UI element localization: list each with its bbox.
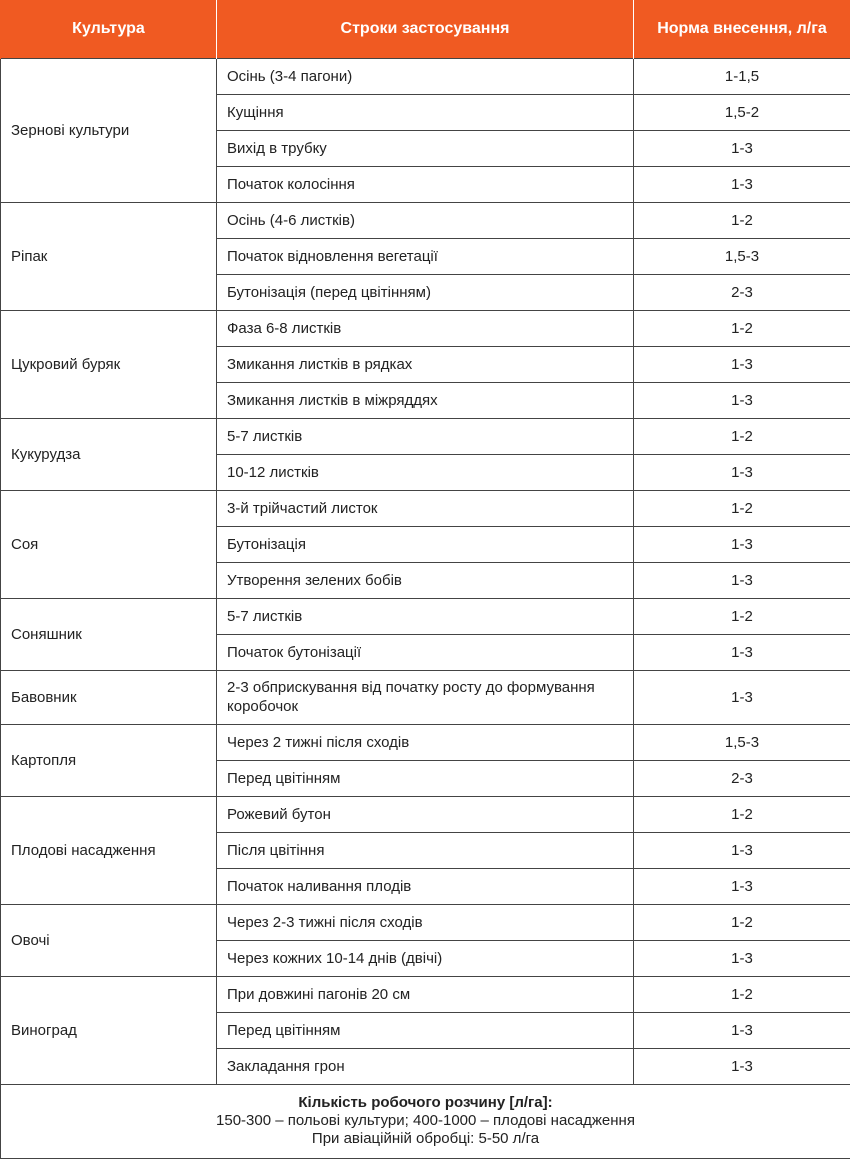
header-row [1,0,850,58]
header-rate: Норма внесення, л/га [634,0,850,58]
table-row [1,598,850,634]
rate-cell: 1-2 [634,796,850,832]
table-row [1,202,850,238]
rate-cell: 1-3 [634,454,850,490]
rate-cell: 1-3 [634,346,850,382]
table-row [1,796,850,832]
rate-cell: 1-3 [634,1048,850,1084]
rate-cell: 1-3 [634,562,850,598]
crop-cell: Ріпак [1,202,217,310]
rate-cell: 1-2 [634,490,850,526]
timing-cell: Осінь (3-4 пагони) [217,58,634,94]
footer-row [1,1084,850,1158]
footer-line-2: При авіаційній обробці: 5-50 л/га [311,1129,540,1147]
timing-cell: Початок бутонізації [217,634,634,670]
rate-cell: 1-3 [634,526,850,562]
rate-cell: 1-2 [634,418,850,454]
rate-cell: 1-3 [634,868,850,904]
timing-cell: 5-7 листків [217,598,634,634]
timing-cell: Змикання листків в міжряддях [217,382,634,418]
timing-cell: Перед цвітінням [217,1012,634,1048]
timing-cell: Після цвітіння [217,832,634,868]
rate-cell: 1-2 [634,202,850,238]
rate-cell: 1-2 [634,310,850,346]
crop-cell: Соя [1,490,217,598]
table-row [1,904,850,940]
timing-cell: Початок колосіння [217,166,634,202]
rate-cell: 1-3 [634,670,850,724]
crop-cell: Соняшник [1,598,217,670]
rate-cell: 1-3 [634,382,850,418]
table-row [1,418,850,454]
crop-cell: Виноград [1,976,217,1084]
timing-cell: 5-7 листків [217,418,634,454]
table-row [1,976,850,1012]
rate-cell: 1-3 [634,832,850,868]
crop-cell: Овочі [1,904,217,976]
rate-cell: 1-2 [634,598,850,634]
header-timing: Строки застосування [217,0,634,58]
timing-cell: 10-12 листків [217,454,634,490]
rate-cell: 1,5-3 [634,238,850,274]
timing-cell: Через 2-3 тижні після сходів [217,904,634,940]
crop-cell: Бавовник [1,670,217,724]
rate-cell: 1-1,5 [634,58,850,94]
rate-cell: 1-3 [634,634,850,670]
rate-cell: 1-3 [634,166,850,202]
crop-cell: Цукровий буряк [1,310,217,418]
timing-cell: Перед цвітінням [217,760,634,796]
table-row [1,724,850,760]
crop-cell: Зернові культури [1,58,217,202]
timing-cell: Кущіння [217,94,634,130]
header-crop: Культура [1,0,217,58]
timing-cell: Через 2 тижні після сходів [217,724,634,760]
timing-cell: Змикання листків в рядках [217,346,634,382]
timing-cell: Рожевий бутон [217,796,634,832]
rate-cell: 1,5-2 [634,94,850,130]
timing-cell: Через кожних 10-14 днів (двічі) [217,940,634,976]
rate-cell: 2-3 [634,274,850,310]
rate-cell: 1,5-3 [634,724,850,760]
timing-cell: 3-й трійчастий листок [217,490,634,526]
table-row [1,58,850,94]
timing-cell: Бутонізація [217,526,634,562]
timing-cell: Вихід в трубку [217,130,634,166]
timing-cell: Осінь (4-6 листків) [217,202,634,238]
timing-cell: При довжині пагонів 20 см [217,976,634,1012]
timing-cell: Початок наливання плодів [217,868,634,904]
rate-cell: 1-2 [634,904,850,940]
crop-cell: Картопля [1,724,217,796]
table-row [1,310,850,346]
rate-cell: 2-3 [634,760,850,796]
footer-title: Кількість робочого розчину [л/га]: [298,1093,553,1111]
rate-cell: 1-3 [634,1012,850,1048]
footer-cell [1,1084,850,1158]
rate-cell: 1-3 [634,940,850,976]
timing-cell: 2-3 обприскування від початку росту до формування коробочок [217,670,634,724]
table-body [1,58,850,1084]
crop-cell: Плодові насадження [1,796,217,904]
table-row [1,490,850,526]
rate-cell: 1-3 [634,130,850,166]
timing-cell: Фаза 6-8 листків [217,310,634,346]
footer-line-1: 150-300 – польові культури; 400-1000 – плодові насадження [216,1111,635,1129]
timing-cell: Бутонізація (перед цвітінням) [217,274,634,310]
crop-cell: Кукурудза [1,418,217,490]
table-row [1,670,850,724]
timing-cell: Утворення зелених бобів [217,562,634,598]
rate-cell: 1-2 [634,976,850,1012]
timing-cell: Початок відновлення вегетації [217,238,634,274]
timing-cell: Закладання грон [217,1048,634,1084]
